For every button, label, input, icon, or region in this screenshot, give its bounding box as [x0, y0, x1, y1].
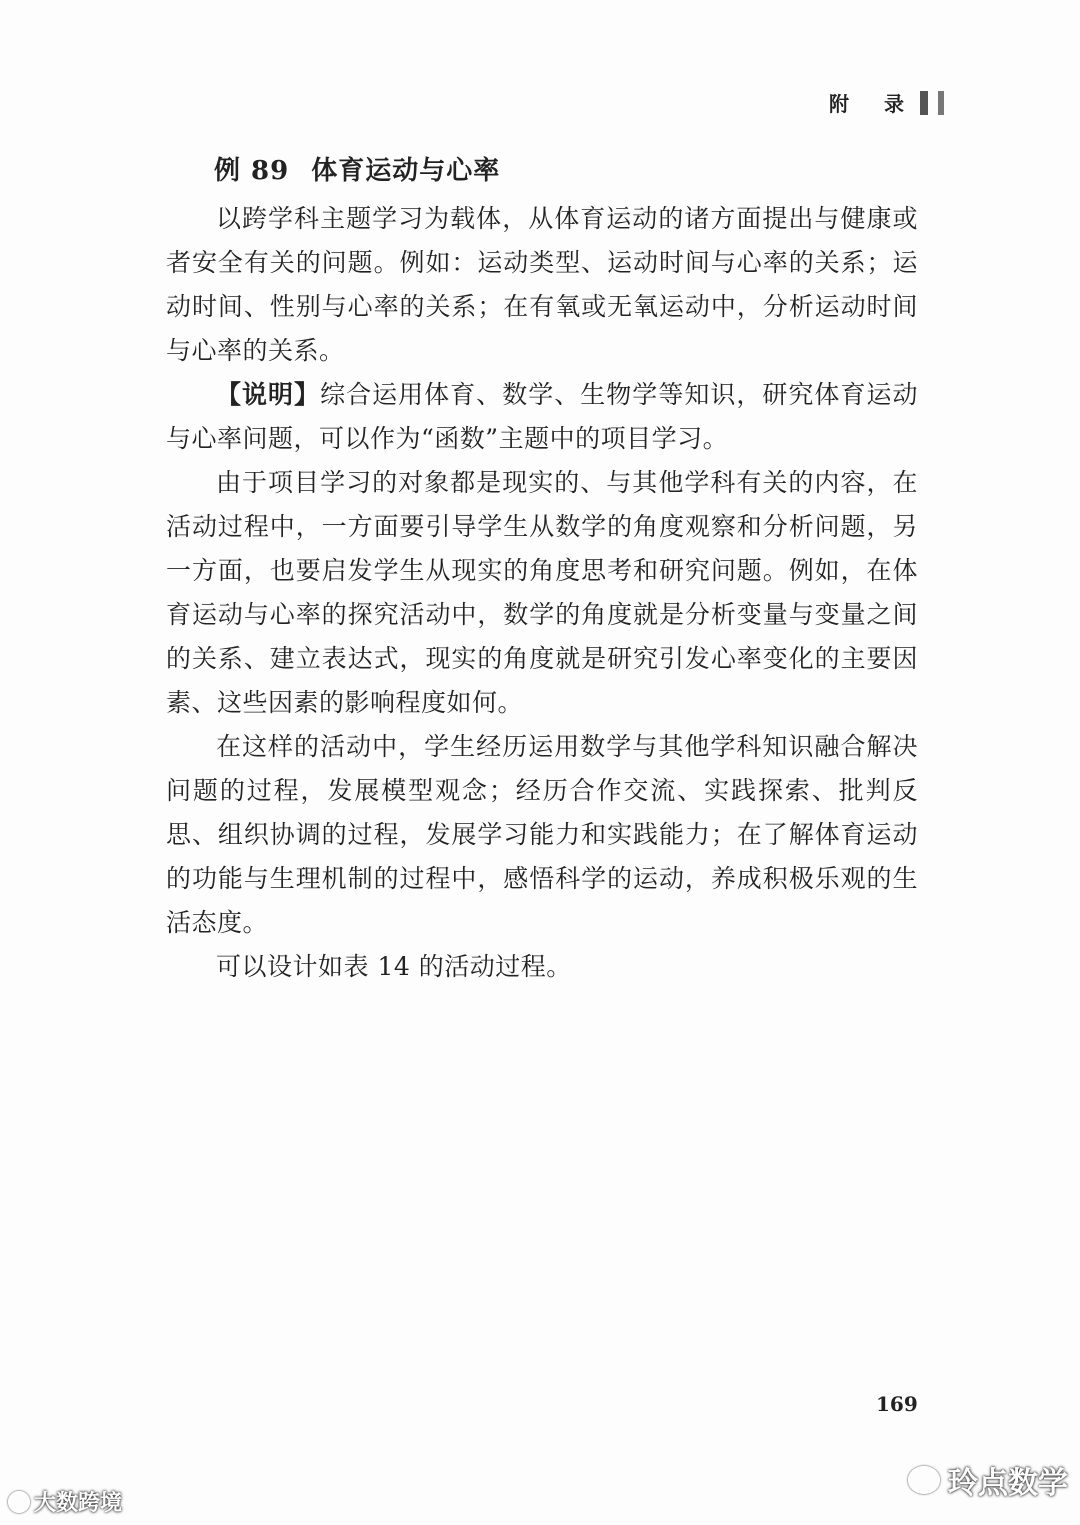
watermark-left — [8, 1486, 122, 1517]
paragraph-note — [166, 373, 918, 461]
page-number: 169 — [876, 1392, 918, 1416]
wechat-icon — [908, 1466, 940, 1494]
header-bar-mark-thin — [938, 91, 944, 115]
page-content — [166, 150, 918, 989]
brand-logo-icon — [8, 1491, 30, 1513]
header-bar-mark — [920, 91, 928, 115]
paragraph-activity: 在这样的活动中，学生经历运用数学与其他学科知识融合解决问题的过程，发展模型观念；经历合作交流、实践探索、批判反思、组织协调的过程，发展学习能力和实践能力；在了解体育运动的功能与生理机制的过程中，感悟科学的运动，养成积极乐观的生活态度。 — [166, 732, 918, 937]
paragraph-intro: 以跨学科主题学习为载体，从体育运动的诸方面提出与健康或者安全有关的问题。例如：运动类型、运动时间与心率的关系；运动时间、性别与心率的关系；在有氧或无氧运动中，分析运动时间与心率的关系。 — [166, 204, 918, 365]
paragraph-project-learning: 由于项目学习的对象都是现实的、与其他学科有关的内容，在活动过程中，一方面要引导学生从数学的角度观察和分析问题，另一方面，也要启发学生从现实的角度思考和研究问题。例如，在体育运动与心率的探究活动中，数学的角度就是分析变量与变量之间的关系、建立表达式，现实的角度就是研究引发心率变化的主要因素、这些因素的影响程度如何。 — [166, 468, 918, 717]
watermark-right — [908, 1458, 1068, 1502]
example-number: 例 89 — [214, 156, 290, 186]
example-heading — [214, 150, 918, 187]
watermark-right-text: 玲点数学 — [948, 1466, 1068, 1501]
watermark-left-text: 大数跨境 — [34, 1491, 123, 1516]
running-header — [829, 88, 944, 117]
header-section-label: 附 录 — [829, 92, 918, 116]
note-head: 【说明】 — [216, 380, 321, 409]
example-title: 体育运动与心率 — [311, 156, 501, 186]
paragraph-table-ref: 可以设计如表 14 的活动过程。 — [216, 952, 572, 981]
note-body: 综合运用体育、数学、生物学等知识，研究体育运动与心率问题，可以作为“函数”主题中的项目学习。 — [166, 380, 918, 453]
